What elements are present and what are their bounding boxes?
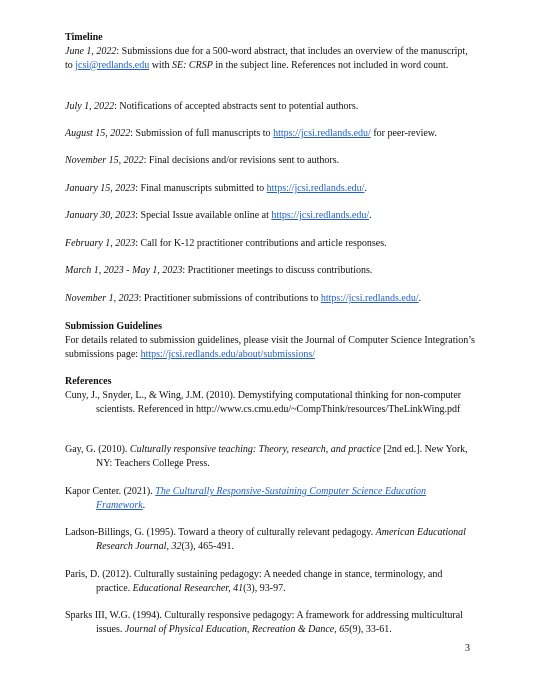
timeline-item-8 bbox=[65, 264, 475, 278]
timeline-item-6 bbox=[65, 209, 475, 223]
reference-text: Sparks III, W.G. (1994). Culturally responsive pedagogy: A framework for addressing multicultural issues. bbox=[65, 610, 463, 635]
timeline-text: : Special Issue available online at bbox=[135, 210, 272, 221]
reference-text: (3), 93-97. bbox=[243, 582, 286, 594]
timeline-text: . bbox=[418, 293, 422, 304]
reference-journal: Educational Researcher, 41 bbox=[132, 582, 244, 594]
timeline-date: August 15, 2022 bbox=[65, 128, 131, 139]
timeline-item-1 bbox=[65, 45, 475, 72]
reference-text: Paris, D. (2012). Culturally sustaining pedagogy: A needed change in stance, terminology, and practice. bbox=[65, 569, 443, 594]
jcsi-link[interactable]: https://jcsi.redlands.edu/ bbox=[320, 293, 419, 304]
timeline-text: : Final decisions and/or revisions sent to authors. bbox=[143, 155, 340, 166]
timeline-text: . bbox=[369, 210, 372, 221]
jcsi-link[interactable]: https://jcsi.redlands.edu/ bbox=[271, 210, 370, 221]
framework-link[interactable]: The Culturally Responsive-Sustaining Computer Science Education Framework bbox=[96, 486, 427, 511]
references-heading: References bbox=[65, 376, 112, 387]
timeline-text: for peer-review. bbox=[370, 128, 437, 139]
submissions-link[interactable]: https://jcsi.redlands.edu/about/submissions/ bbox=[140, 348, 316, 360]
reference-entry-sparks bbox=[65, 609, 475, 636]
reference-entry-kapor bbox=[65, 485, 475, 512]
timeline-date: February 1, 2023 bbox=[65, 238, 136, 249]
timeline-text: in the subject line. References not included in word count. bbox=[212, 59, 449, 71]
timeline-heading: Timeline bbox=[65, 32, 103, 43]
email-link[interactable]: jcsi@redlands.edu bbox=[75, 59, 150, 71]
guidelines-paragraph bbox=[65, 334, 475, 361]
reference-text: Cuny, J., Snyder, L., & Wing, J.M. (2010). Demystifying computational thinking for non-computer scientists. Referenced in http://www.cs.cmu.edu/~CompThink/resources/TheLinkWing.pdf bbox=[65, 390, 462, 415]
reference-text: Gay, G. (2010). bbox=[65, 444, 130, 455]
timeline-text: : Practitioner meetings to discuss contributions. bbox=[182, 265, 373, 276]
reference-journal: American Educational Research Journal, 32 bbox=[96, 527, 466, 552]
timeline-item-3 bbox=[65, 127, 475, 141]
guidelines-heading: Submission Guidelines bbox=[65, 321, 162, 332]
timeline-date: July 1, 2022 bbox=[65, 101, 115, 112]
reference-text: (3), 465-491. bbox=[181, 540, 234, 552]
reference-entry-paris bbox=[65, 568, 475, 595]
page-number: 3 bbox=[465, 643, 470, 654]
timeline-text: : Final manuscripts submitted to bbox=[135, 183, 267, 194]
guidelines-text: For details related to submission guidelines, please visit the Journal of Computer Science Integration’s submissions page: bbox=[65, 335, 475, 360]
timeline-text: : Practitioner submissions of contributions to bbox=[138, 293, 321, 304]
timeline-date: January 15, 2023 bbox=[65, 183, 136, 194]
reference-text: Ladson-Billings, G. (1995). Toward a theory of culturally relevant pedagogy. bbox=[65, 527, 376, 538]
reference-entry-gay bbox=[65, 443, 475, 470]
jcsi-link[interactable]: https://jcsi.redlands.edu/ bbox=[273, 128, 371, 139]
timeline-text: : Submissions due for a 500-word abstract, that includes an overview of the manuscript, to bbox=[65, 46, 468, 71]
timeline-text: : Call for K-12 practitioner contributions and article responses. bbox=[135, 238, 387, 249]
timeline-item-4 bbox=[65, 154, 475, 168]
timeline-text: . bbox=[364, 183, 367, 194]
timeline-item-5 bbox=[65, 182, 475, 196]
timeline-date: March 1, 2023 - May 1, 2023 bbox=[65, 265, 183, 276]
timeline-item-9 bbox=[65, 292, 475, 306]
reference-text: [2nd ed.]. New York, NY: Teachers College Press. bbox=[96, 444, 468, 469]
timeline-date: January 30, 2023 bbox=[65, 210, 136, 221]
reference-text: Kapor Center. (2021). bbox=[65, 486, 156, 497]
timeline-emphasis: SE: CRSP bbox=[171, 59, 213, 71]
reference-journal: Journal of Physical Education, Recreation & Dance, 65 bbox=[124, 623, 350, 635]
reference-entry-ladson-billings bbox=[65, 526, 475, 553]
timeline-text: : Notifications of accepted abstracts sent to potential authors. bbox=[114, 101, 359, 112]
reference-text: . bbox=[142, 499, 146, 511]
timeline-date: June 1, 2022 bbox=[65, 46, 117, 57]
timeline-date: November 15, 2022 bbox=[65, 155, 144, 166]
timeline-text: with bbox=[149, 59, 172, 71]
jcsi-link[interactable]: https://jcsi.redlands.edu/ bbox=[266, 183, 365, 194]
reference-entry-cuny bbox=[65, 389, 475, 416]
reference-text: (9), 33-61. bbox=[349, 623, 392, 635]
timeline-text: : Submission of full manuscripts to bbox=[130, 128, 274, 139]
timeline-item-2 bbox=[65, 100, 475, 114]
reference-title: Culturally responsive teaching: Theory, research, and practice bbox=[129, 444, 381, 455]
timeline-item-7 bbox=[65, 237, 475, 251]
timeline-date: November 1, 2023 bbox=[65, 293, 139, 304]
